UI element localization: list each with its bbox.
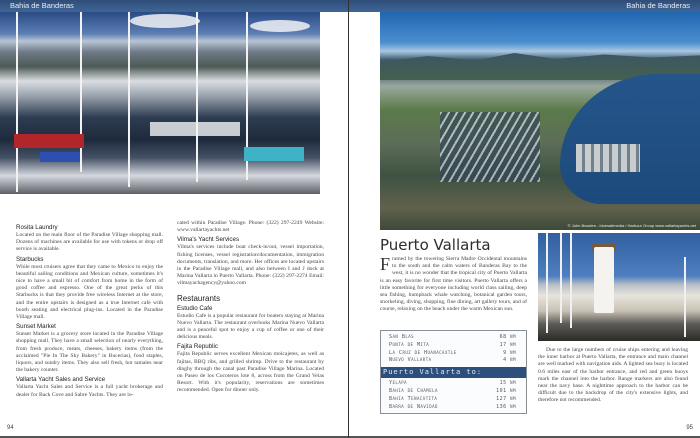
body-vallarta-yacht-sales: Vallarta Yacht Sales and Service is a full yacht brokerage and dealer for Back Cove and Sabre Yachts. They are lo- — [16, 384, 163, 398]
heading-fajita-republic: Fajita Republic — [177, 343, 218, 351]
section-title-restaurants: Restaurants — [177, 293, 221, 303]
body-estudio-cafe: Estudio Cafe is a popular restaurant for boaters staying at Marina Nuevo Vallarta. The restaurant overlooks Marina Nuevo Vallarta and is a peaceful spot to enjoy a cup of coffee or one of their delicious meals. — [177, 312, 324, 341]
intro-paragraph — [380, 256, 527, 314]
heading-sunset-market: Sunset Market — [16, 323, 56, 331]
aerial-puerto-vallarta-photo — [380, 12, 700, 230]
running-header-right: Bahia de Banderas — [626, 1, 690, 10]
distances-to-group — [381, 380, 526, 411]
running-header-left: Bahia de Banderas — [10, 1, 74, 10]
distances-from-group — [381, 331, 526, 365]
distance-table — [380, 330, 527, 414]
page-number-right: 95 — [686, 425, 693, 431]
distance-row: Bahia de Chamela 101 nm — [389, 387, 516, 394]
body-sunset-market: Sunset Market is a grocery store located in the Paradise Village shopping mall. They have a small selection of nearly everything, from fresh produce, meats, cheeses, bakery items (from the acclaimed "Pie In The Sky Bakery" in Bucerias), food staples, liquors, and sundry items. They also sell fresh, hot tamales near the bakery counter. — [16, 331, 163, 374]
heading-estudio-cafe: Estudio Cafe — [177, 304, 213, 312]
body-starbucks: While most cruisers agree that they came to Mexico to enjoy the beautiful sailing conditions and Mexican culture, sometimes it's nice to have a small bit of comfort from home in the form of good coffee and espresso. One of the great perks of this Starbucks is that they provide free wireless Internet at the store, and the entire upstairs is designed as a true Internet cafe with booth seating and electrical plug-ins. Located in the Paradise Village mall. — [16, 263, 163, 321]
distance-banner: Puerto Vallarta to: — [381, 367, 526, 378]
distance-row: Nuevo Vallarta 4 nm — [389, 357, 516, 364]
header-bar-right — [349, 0, 700, 12]
marina-sailboats-photo — [0, 12, 320, 194]
body-vilmas-yacht-services: Vilma's services include boat check-in/out, vessel importation, fishing licenses, vessel registration/documentation, immigration documents, translation, and more. Her offices are located upstairs in the Paradise Village mall, and also between I and J dock at Marina Vallarta in Puerto Vallarta. Phone: (322) 297-2274 Email: vilmayachagency@yahoo.com — [177, 244, 324, 287]
heading-rosita-laundry: Rosita Laundry — [16, 224, 58, 231]
page-number-left: 94 — [7, 425, 14, 431]
left-column-2 — [177, 220, 324, 397]
harbor-paragraph: Due to the large numbers of cruise ships entering and leaving the inner harbor at Puerto Vallarta, the entrance and main channel are well marked with navigation aids. A lighted sea buoy is located 0.6 miles east of the harbor entrance, and red and green buoys mark the channel into the harbor. Range markers are also found near the navy base. A nighttime approach to the harbor can be difficult due to the backdrop of the city's extensive lights, and therefore not recommended. — [538, 347, 688, 404]
distance-row: Yelapa 15 nm — [389, 380, 516, 387]
heading-vallarta-yacht-sales: Vallarta Yacht Sales and Service — [16, 376, 106, 384]
page-title: Puerto Vallarta — [380, 236, 491, 254]
body-fajita-republic: Fajita Republic serves excellent Mexican molcajetes, as well as fajitas, BBQ ribs, and grilled shrimp. Drive to the restaurant by dinghy through the canal past Paradise Village Marina. Located on Paseo de los Cocoteros lote 8, across from the Grand Velas Resort. With it's popularity, reservations are sometimes recommended. Open for dinner only. — [177, 351, 324, 394]
left-column-1 — [16, 222, 163, 401]
heading-starbucks: Starbucks — [16, 255, 44, 263]
photo-credit: © John Bowden - bluesaltmedia / Harbour Group www.vallartayachts.net — [567, 223, 696, 228]
header-bar-left — [0, 0, 348, 12]
distance-row: Punta de Mita 17 nm — [389, 341, 516, 348]
intro-body: ramed by the towering Sierra Madre Occidental mountains to the south and the calm waters of Banderas Bay to the west, it is no wonder that the tropical city of Puerto Vallarta is an easy favorite for first time visitors. Puerto Vallarta offers a little something for everyone including world class sailing, deep sea fishing, humpback whale watching, botanical garden tours, snorkeling, diving, shopping, fine dining, art gallery tours, and of course, relaxing on the beach under the warm Mexican sun. — [380, 256, 527, 313]
distance-row: La Cruz de Huanacaxtle 9 nm — [389, 349, 516, 356]
distance-row: Bahia Tenacatita 127 nm — [389, 395, 516, 402]
body-yacht-sales-continued: cated within Paradise Village. Phone: (322) 297-2249 Website: www.vallartayachts.net — [177, 220, 324, 234]
body-rosita-laundry: Located on the main floor of the Paradise Village shopping mall. Dozens of machines are available for use with tokens or drop off service is available. — [16, 232, 163, 253]
marina-lighthouse-photo — [538, 233, 700, 341]
drop-cap: F — [380, 254, 391, 274]
page-spine — [348, 0, 349, 438]
distance-row: San Blas 68 nm — [389, 334, 516, 340]
heading-vilmas-yacht-services: Vilma's Yacht Services — [177, 236, 240, 244]
distance-row: Barra de Navidad 136 nm — [389, 403, 516, 410]
